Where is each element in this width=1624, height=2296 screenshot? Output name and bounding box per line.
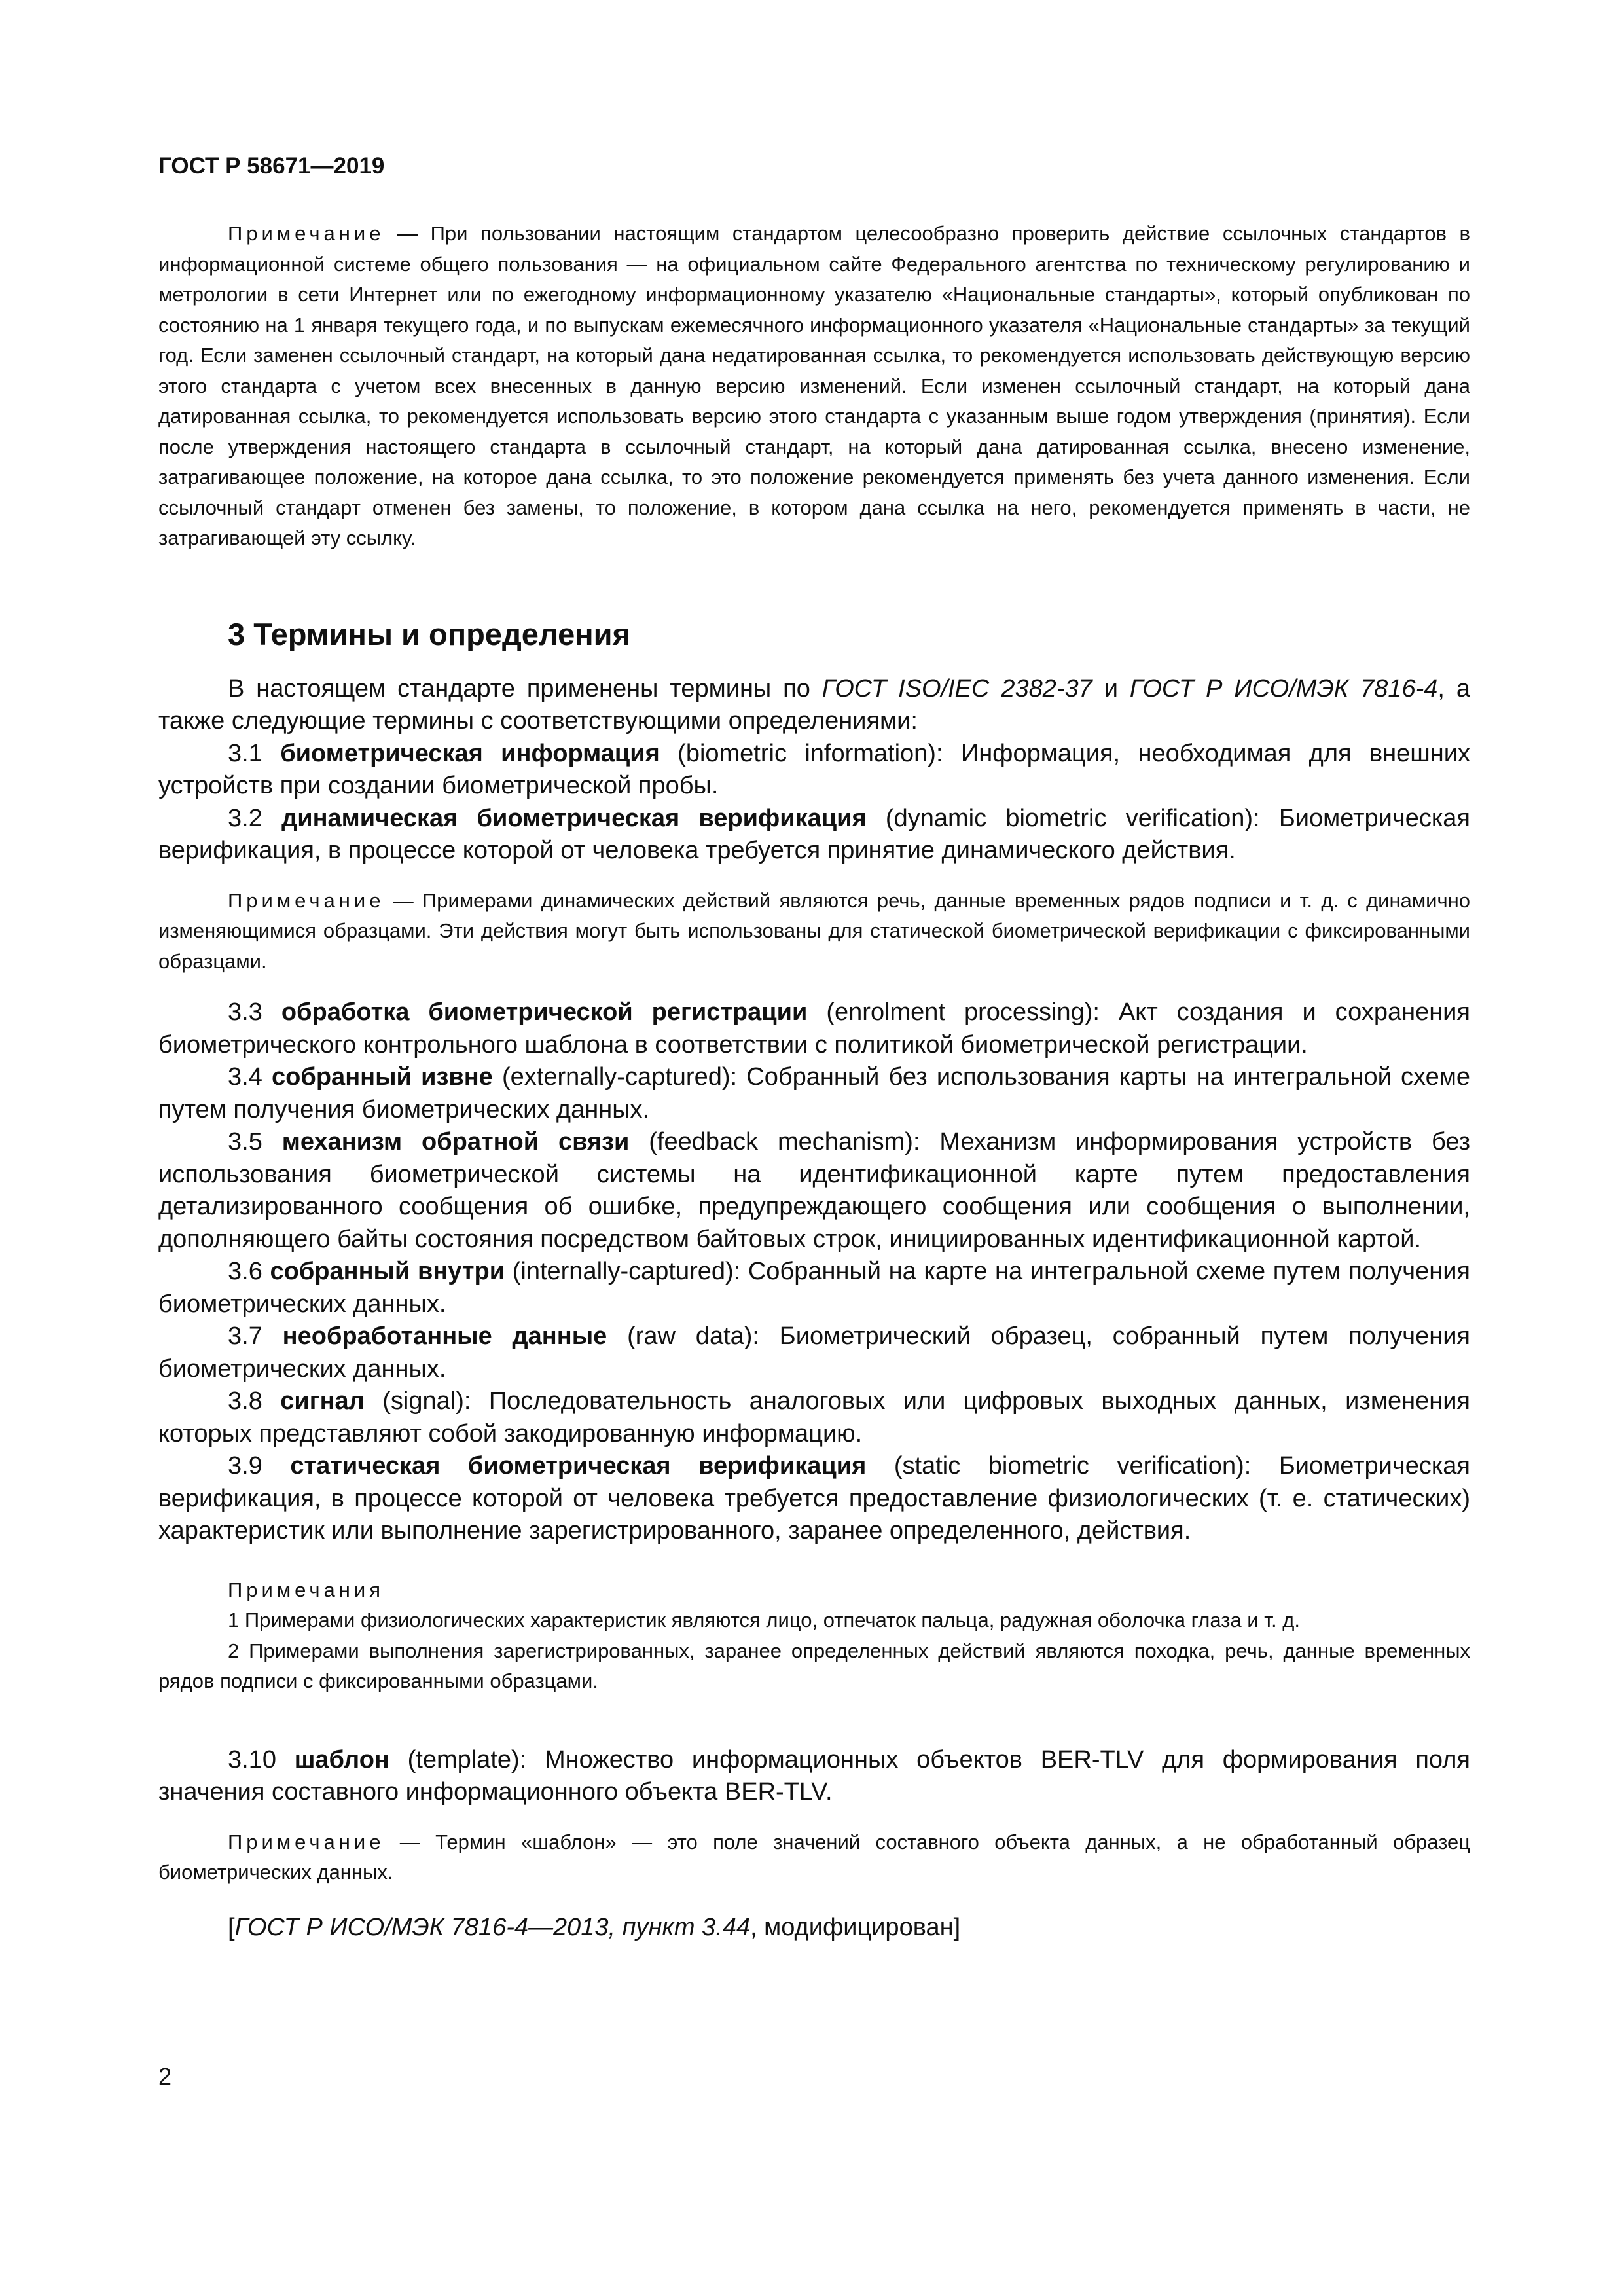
term-name: необработанные данные [282,1322,607,1350]
term-text: (template): Множество информационных объектов BER-TLV для формирования поля значения составного информационного объекта BER-TLV. [158,1745,1470,1806]
term-name: сигнал [280,1387,365,1415]
term-definition [158,1256,1470,1321]
term-number: 3.1 [228,739,281,767]
term-number: 3.7 [228,1322,283,1350]
intro-text: , а также следующие термины с соответствующими определениями: [158,674,1470,735]
term-definition [158,1321,1470,1385]
term-name: динамическая биометрическая верификация [281,804,867,832]
term-definition [158,1061,1470,1126]
reference-link: ГОСТ Р ИСО/МЭК 7816-4 [1129,674,1438,702]
term-definition [158,996,1470,1061]
citation-reference: ГОСТ Р ИСО/МЭК 7816-4—2013, пункт 3.44 [234,1913,751,1941]
note-item: 2 Примерами выполнения зарегистрированных, заранее определенных действий являются походка, речь, данные временных рядов подписи с фиксированными образцами. [158,1639,1470,1692]
document-page [158,151,1470,1944]
term-number: 3.8 [228,1387,281,1415]
term-number: 3.10 [228,1745,295,1774]
note-label: Примечание [228,888,385,912]
term-note [158,1827,1470,1888]
term-definition [158,738,1470,803]
term-text: (signal): Последовательность аналоговых или цифровых выходных данных, изменения которых представляют собой закодированную информацию. [158,1387,1470,1448]
term-text: (feedback mechanism): Механизм информирования устройств без использования биометрической системы на идентификационной карте путем предоставления детализированного сообщения об ошибке, предупреждающего сообщения или сообщения о выполнении, дополняющего байты состояния посредством байтовых строк, инициированных идентификационной картой. [158,1128,1471,1253]
note-text: — Примерами динамических действий являются речь, данные временных рядов подписи и т. д. с динамично изменяющимися образцами. Эти действия могут быть использованы для статической биометрической верификации с фиксированными образцами. [158,888,1470,973]
document-header: ГОСТ Р 58671—2019 [158,153,385,179]
citation-text: , модифицирован] [750,1913,961,1941]
note-item: 1 Примерами физиологических характеристик являются лицо, отпечаток пальца, радужная оболочка глаза и т. д. [228,1609,1300,1631]
notes-heading: Примечания [228,1578,384,1601]
term-definition [158,803,1470,867]
note-label: Примечание [228,222,385,245]
term-name: статическая биометрическая верификация [290,1452,867,1480]
term-definition [158,1744,1470,1809]
intro-text: В настоящем стандарте применены термины по [228,674,822,702]
term-text: (internally-captured): Собранный на карте на интегральной схеме путем получения биометрических данных. [158,1258,1471,1318]
term-note-block [158,886,1470,977]
term-note [158,886,1470,977]
term-text: (enrolment processing): Акт создания и сохранения биометрического контрольного шаблона в соответствии с политикой биометрической регистрации. [158,998,1470,1059]
term-number: 3.2 [228,804,282,832]
term-note-block [158,1827,1470,1888]
term-name: биометрическая информация [280,739,660,767]
term-name: обработка биометрической регистрации [281,998,808,1026]
term-name: механизм обратной связи [281,1128,630,1156]
citation-bracket: [ [228,1913,235,1941]
page-number: 2 [158,2063,172,2090]
term-definition [158,1385,1470,1450]
note-text: — При пользовании настоящим стандартом целесообразно проверить действие ссылочных стандартов в информационной системе общего пользования — на официальном сайте Федерального агентства по техническому регулированию и метрологии в сети Интернет или по ежегодному информационному указателю «Национальные стандарты», который опубликован по состоянию на 1 января текущего года, и по выпускам ежемесячного информационного указателя «Национальные стандарты» за текущий год. Если заменен ссылочный стандарт, на который дана недатированная ссылка, то рекомендуется использовать действующую версию этого стандарта с учетом всех внесенных в данную версию изменений. Если изменен ссылочный стандарт, на который дана датированная ссылка, то рекомендуется использовать версию этого стандарта с указанным выше годом утверждения (принятия). Если после утверждения настоящего стандарта в ссылочный стандарт, на который дана датированная ссылка, внесено изменение, затрагивающее положение, на которое дана ссылка, то это положение рекомендуется применять без учета данного изменения. Если ссылочный стандарт отменен без замены, то положение, в котором дана ссылка на него, рекомендуется применять в части, не затрагивающей эту ссылку. [158,222,1470,549]
term-name: собранный извне [272,1063,493,1091]
term-text: (externally-captured): Собранный без использования карты на интегральной схеме путем получения биометрических данных. [158,1063,1470,1123]
term-text: (dynamic biometric verification): Биометрическая верификация, в процессе которой от человека требуется принятие динамического действия. [158,804,1471,864]
source-citation [228,1912,1470,1944]
term-number: 3.5 [228,1128,282,1156]
reference-link: ГОСТ ISO/IEC 2382-37 [821,674,1092,702]
note-text: — Термин «шаблон» — это поле значений составного объекта данных, а не обработанный образец биометрических данных. [158,1830,1470,1884]
note-label: Примечание [228,1830,385,1853]
intro-text: и [1092,674,1130,702]
term-number: 3.4 [228,1063,272,1091]
section-title: 3 Термины и определения [228,616,630,651]
term-number: 3.3 [228,998,281,1026]
term-text: (biometric information): Информация, необходимая для внешних устройств при создании биометрической пробы. [158,739,1470,799]
reference-note [158,219,1470,554]
term-number: 3.9 [228,1452,291,1480]
term-name: собранный внутри [270,1258,505,1285]
term-number: 3.6 [228,1258,270,1285]
term-definition [158,1126,1470,1256]
term-name: шаблон [294,1745,389,1774]
section-intro [158,673,1470,738]
term-definition [158,1450,1470,1548]
term-text: (static biometric verification): Биометрическая верификация, в процессе которой от человека требуется предоставление физиологических (т. е. статических) характеристик или выполнение зарегистрированного, заранее определенного, действия. [158,1452,1470,1544]
term-text: (raw data): Биометрический образец, собранный путем получения биометрических данных. [158,1322,1471,1383]
